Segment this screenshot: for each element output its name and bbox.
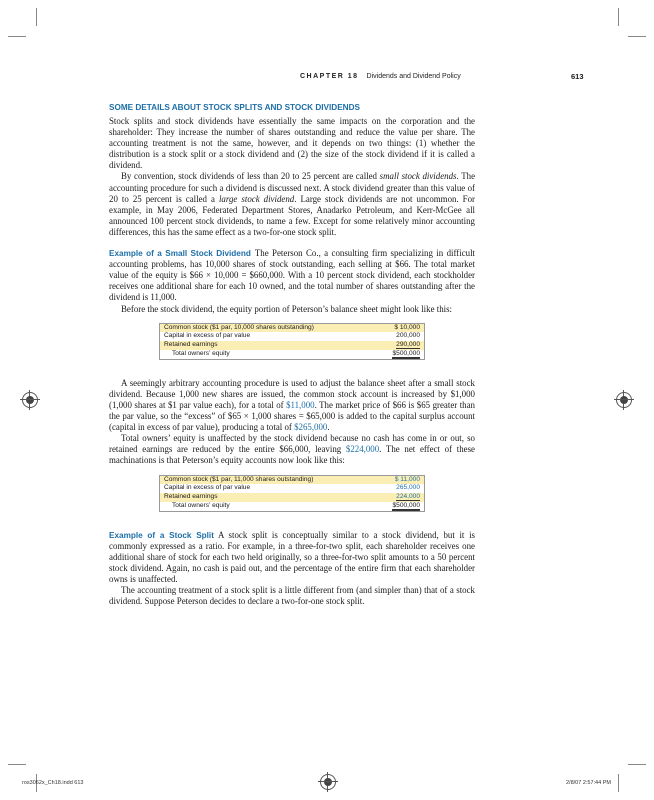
paragraph-before-dividend: Before the stock dividend, the equity portion of Peterson’s balance sheet might look like this: — [121, 303, 453, 314]
row-value: $ 10,000 — [356, 323, 425, 332]
page-number: 613 — [571, 72, 584, 81]
row-value-text: $500,000 — [392, 349, 420, 357]
subheading-small-stock-dividend: Example of a Small Stock Dividend — [109, 249, 251, 259]
text-run: . The market price of $66 is $65 greater than the par value, so the “excess” of $65 × 1,000 shares = $65,000 is added to the capital surplus account (capital in excess of par value), producing a total of — [109, 399, 475, 433]
table-row — [160, 323, 425, 332]
row-label: Total owners’ equity — [172, 349, 230, 357]
chapter-title: Dividends and Dividend Policy — [366, 73, 461, 80]
row-value: $ 11,000 — [356, 475, 425, 484]
text-run: . Large stock dividends are not uncommon. For example, in May 2006, Federated Department Stores, Anadarko Petroleum, and Kerr-McGee all announced 100 percent stock dividends, to name a few. Except for some relatively minor accounting differences, this has the same effect as a two-for-one stock split. — [109, 193, 476, 237]
registration-mark-left-icon — [22, 392, 38, 408]
row-label: Total owners’ equity — [172, 501, 230, 509]
table-row — [160, 332, 425, 341]
paragraph-intro: Stock splits and stock dividends have essentially the same impacts on the corporation and the shareholder: They increase the number of shares outstanding and reduce the value per share. The accounting treatment is not the same, however, and it depends on two things: (1) whether the distribution is a stock split or a stock dividend and (2) the size of the stock dividend if it is called a dividend. — [109, 116, 475, 171]
crop-mark-bottom-right-h — [628, 764, 646, 765]
chapter-label: CHAPTER 18 — [300, 73, 359, 80]
registration-mark-right-icon — [616, 392, 632, 408]
row-label: Capital in excess of par value — [164, 332, 251, 340]
text-run: . The accounting procedure for such a dividend is discussed next. A stock dividend greater than this value of 20 to 25 percent is called a — [109, 171, 476, 204]
row-value-text: 290,000 — [396, 341, 420, 349]
crop-mark-top-right — [618, 8, 619, 26]
paragraph-split-accounting: The accounting treatment of a stock split is a little different from (and simpler than) that of a stock dividend. Suppose Peterson decides to declare a two-for-one stock split. — [109, 585, 475, 607]
text-run: A seemingly arbitrary accounting procedure is used to adjust the balance sheet after a small stock dividend. Because 1,000 new shares are issued, the common stock account is increased by $1,000 (1,000 shares at $1 par value each), for a total of — [109, 377, 475, 410]
row-label: Retained earnings — [160, 341, 357, 350]
value-capital-surplus: $265,000 — [294, 422, 328, 433]
text-run: Total owners’ equity is unaffected by the stock dividend because no cash has come in or out, so retained earnings are reduced by the entire $66,000, leaving — [109, 433, 475, 455]
row-value — [356, 341, 425, 350]
row-label: Common stock ($1 par, 10,000 shares outstanding) — [160, 323, 357, 332]
row-label: Retained earnings — [160, 493, 357, 502]
paragraph-accounting-procedure — [109, 378, 475, 433]
row-value: 200,000 — [396, 332, 420, 340]
section-heading: SOME DETAILS ABOUT STOCK SPLITS AND STOCK DIVIDENDS — [109, 103, 360, 112]
row-value — [356, 502, 425, 511]
footer-file-slug: ros3062x_Ch18.indd 613 — [22, 780, 84, 786]
running-header — [300, 73, 461, 80]
subheading-stock-split: Example of a Stock Split — [109, 530, 214, 540]
balance-sheet-after — [159, 475, 425, 512]
row-value-text: $500,000 — [392, 501, 420, 509]
term-small-stock-dividends: small stock dividends — [379, 171, 457, 182]
table-row — [160, 350, 425, 359]
table-row — [160, 493, 425, 502]
crop-mark-bottom-left-h — [8, 764, 26, 765]
text-run: The Peterson Co., a consulting firm specializing in difficult accounting problems, has 10,000 shares of stock outstanding, each selling at $66. The total market value of the equity is $66 × 10,000 = $660,000. With a 10 percent stock dividend, each stockholder receives one additional share for each 10 owned, and the total number of shares outstanding after the dividend is 11,000. — [109, 248, 476, 303]
paragraph-small-dividend-example — [109, 248, 475, 303]
table-row — [160, 484, 425, 493]
row-label: Common stock ($1 par, 11,000 shares outstanding) — [160, 475, 357, 484]
value-retained-earnings: $224,000 — [345, 444, 380, 455]
table-row — [160, 502, 425, 511]
crop-mark-top-left-h — [8, 36, 26, 37]
table-row — [160, 475, 425, 484]
row-value — [356, 493, 425, 502]
text-run: A stock split is conceptually similar to a stock dividend, but it is commonly expressed as a ratio. For example, in a three-for-two split, each shareholder receives one additional share of stock for each two held originally, so a three-for-two split amounts to a 50 percent stock dividend. Again, no cash is paid out, and the percentage of the entire firm that each shareholder owns is unaffected. — [109, 529, 475, 585]
crop-mark-top-left — [36, 8, 37, 26]
paragraph-owners-equity — [109, 433, 475, 466]
text-run: By convention, stock dividends of less than 20 to 25 percent are called — [121, 171, 380, 182]
paragraph-stock-split-example — [109, 530, 475, 585]
row-label: Capital in excess of par value — [164, 484, 251, 492]
row-value — [356, 350, 425, 359]
registration-mark-bottom-icon — [320, 774, 336, 790]
text-run: . — [327, 422, 330, 433]
page-body — [109, 102, 475, 607]
text-run: . The net effect of these machinations is that Peterson’s equity accounts now look like this: — [109, 444, 475, 466]
term-large-stock-dividend: large stock dividend — [218, 193, 295, 204]
table-row — [160, 341, 425, 350]
value-common-stock: $11,000 — [286, 399, 315, 410]
balance-sheet-before — [159, 323, 425, 360]
row-value-text: 224,000 — [396, 493, 420, 501]
row-value: 265,000 — [396, 484, 420, 492]
crop-mark-bottom-right — [618, 774, 619, 792]
crop-mark-top-right-h — [628, 36, 646, 37]
paragraph-convention — [109, 171, 475, 238]
footer-timestamp: 2/8/07 2:57:44 PM — [566, 780, 611, 786]
